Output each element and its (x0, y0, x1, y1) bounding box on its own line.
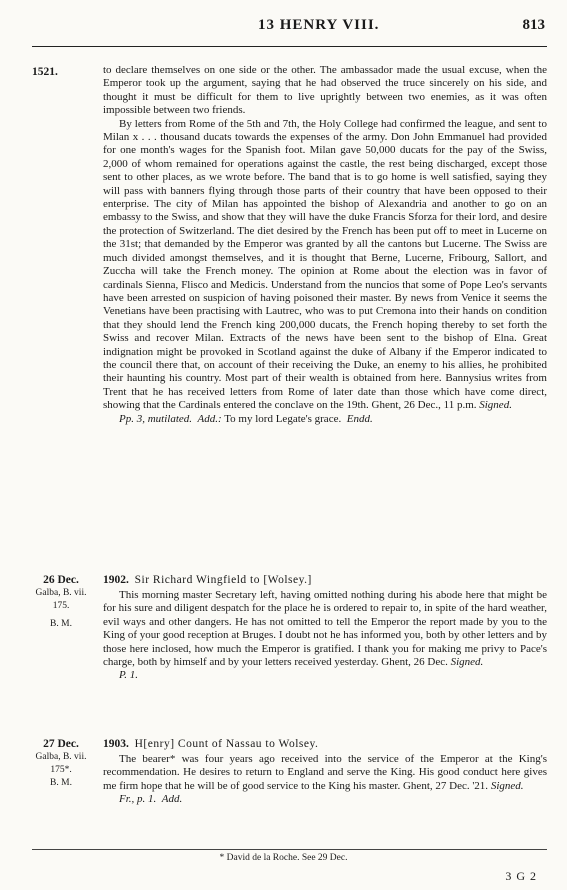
continuation-paragraph-2-text: By letters from Rome of the 5th and 7th, the Holy College had confirmed the league, and sent to Milan x . . . thousand ducats towards the expenses of the army. Don John Emmanuel had provided for one month's wages for the Spanish foot. Milan gave 50,000 ducats for the pay of the Swiss, 2,000 of whom remained for operations against the castle, the rest being discharged, except those sent to other places, as we wrote before. The band that is to go home is well satisfied, saying they will pass with banners flying through those parts of their country that have been opposed to their enterprise. The city of Milan has appointed the bishop of Alexandria and another to go on an embassy to the Swiss, and show that they will have the duke Francis Sforza for their lord, and desire the protection of Switzerland. The diet desired by the French has been put off to meet in Lucerne on the 31st; that demanded by the Emperor was granted by all the cantons but Lucerne. The Swiss are much divided amongst themselves, and it is thought that Berne, Lucerne, Fribourg, Sallort, and Zuccha will take the French money. The opinion at Rome about the election was in favor of cardinals Sienna, Flisco and Medicis. Understand from the nuncios that some of Pope Leo's servants have been arrested on suspicion of having poisoned their master. By news from Venice it seems the Venetians have been practising with Lautrec, who was to put Cremona into their hands on condition that they should lend the French king 200,000 ducats, the French hoping thereby to set forth the Swiss and recover Milan. Extracts of the news have been sent to the bishop of Elna. Great indignation might be provoked in Scotland against the duke of Albany if the Emperor indicated to the council there that, on account of their receiving the Duke, an enemy to his allies, he prohibited their haunting his country. Most part of their wealth is obtained from here. Bannysius writes from Trent that he has received letters from Rome of later date than those which have come direct, showing that the Cardinals entered the conclave on the 19th. Ghent, 26 Dec., 11 p.m. (103, 117, 547, 412)
address-label: Add.: (197, 412, 222, 425)
entry-body-text: This morning master Secretary left, having omitted nothing during his abode here that might be for his sure and diligent despatch for the place he is ordered to repair to, in spite of the hard weather, evil ways and other dangers. He has not omitted to tell the Emperor the report made by you to the King of your good reception at Bruges. I doubt not he has informed you, both by other letters and by those here inclosed, how much the Emperor is gratified. I thank you for making me privy to Pace's charge, both by himself and by your letters received yesterday. Ghent, 26 Dec. (103, 589, 547, 669)
entry-body (103, 753, 547, 793)
signed-mark: Signed. (490, 779, 524, 792)
footnote: * David de la Roche. See 29 Dec. (219, 853, 348, 863)
entry-1902 (103, 573, 547, 683)
entry-title: H[enry] Count of Nassau to Wolsey. (134, 738, 319, 750)
entry-date: 26 Dec. (43, 574, 79, 586)
folio-reference: 175. (52, 601, 70, 611)
entry-description (103, 669, 547, 682)
archive-reference: B. M. (50, 778, 72, 788)
entry-title: Sir Richard Wingfield to [Wolsey.] (134, 574, 312, 586)
margin-entry-1902 (30, 574, 92, 631)
signature-mark: 3 G 2 (505, 869, 537, 883)
entry-1903 (103, 737, 547, 807)
header-rule (32, 46, 547, 47)
margin-entry-1903 (30, 738, 92, 790)
signed-mark: Signed. (479, 399, 512, 412)
continuation-text (103, 64, 547, 426)
entry-number: 1903. (103, 738, 129, 750)
entry-description (103, 793, 547, 806)
entry-heading (103, 573, 547, 587)
address-note: Add. (161, 793, 183, 806)
continuation-description (103, 413, 547, 426)
pages-note: Fr., p. 1. (119, 793, 157, 806)
pages-note: Pp. 3, mutilated. (119, 412, 193, 425)
footnote-rule (32, 849, 547, 850)
entry-number: 1902. (103, 574, 129, 586)
entry-date: 27 Dec. (43, 738, 79, 750)
signed-mark: Signed. (450, 656, 484, 669)
continuation-paragraph-1: to declare themselves on one side or the other. The ambassador made the usual excuse, when the Emperor took up the argument, saying that he had observed the truce sincerely on his side, and thought it must be difficult for them to live uprightly between two enemies, as it was often impossible between two friends. (103, 64, 547, 117)
endorsed-note: Endd. (346, 412, 373, 425)
manuscript-reference: Galba, B. vii. (35, 752, 87, 762)
entry-body (103, 589, 547, 669)
folio-reference: 175*. (50, 765, 72, 775)
address-text: To my lord Legate's grace. (224, 412, 342, 425)
entry-heading (103, 737, 547, 751)
page-number: 813 (522, 17, 545, 33)
running-head: 13 HENRY VIII. (258, 17, 380, 33)
manuscript-reference: Galba, B. vii. (35, 588, 87, 598)
archive-reference: B. M. (50, 619, 72, 629)
pages-note: P. 1. (119, 669, 139, 682)
entry-body-text: The bearer* was four years ago received into the service of the Emperor at the King's recommendation. He desires to return to England and serve the King. His good conduct here gives me firm hope that he will be of good service to the King his master. Ghent, 27 Dec. '21. (103, 753, 547, 792)
continuation-paragraph-2 (103, 118, 547, 413)
margin-year: 1521. (32, 66, 58, 78)
